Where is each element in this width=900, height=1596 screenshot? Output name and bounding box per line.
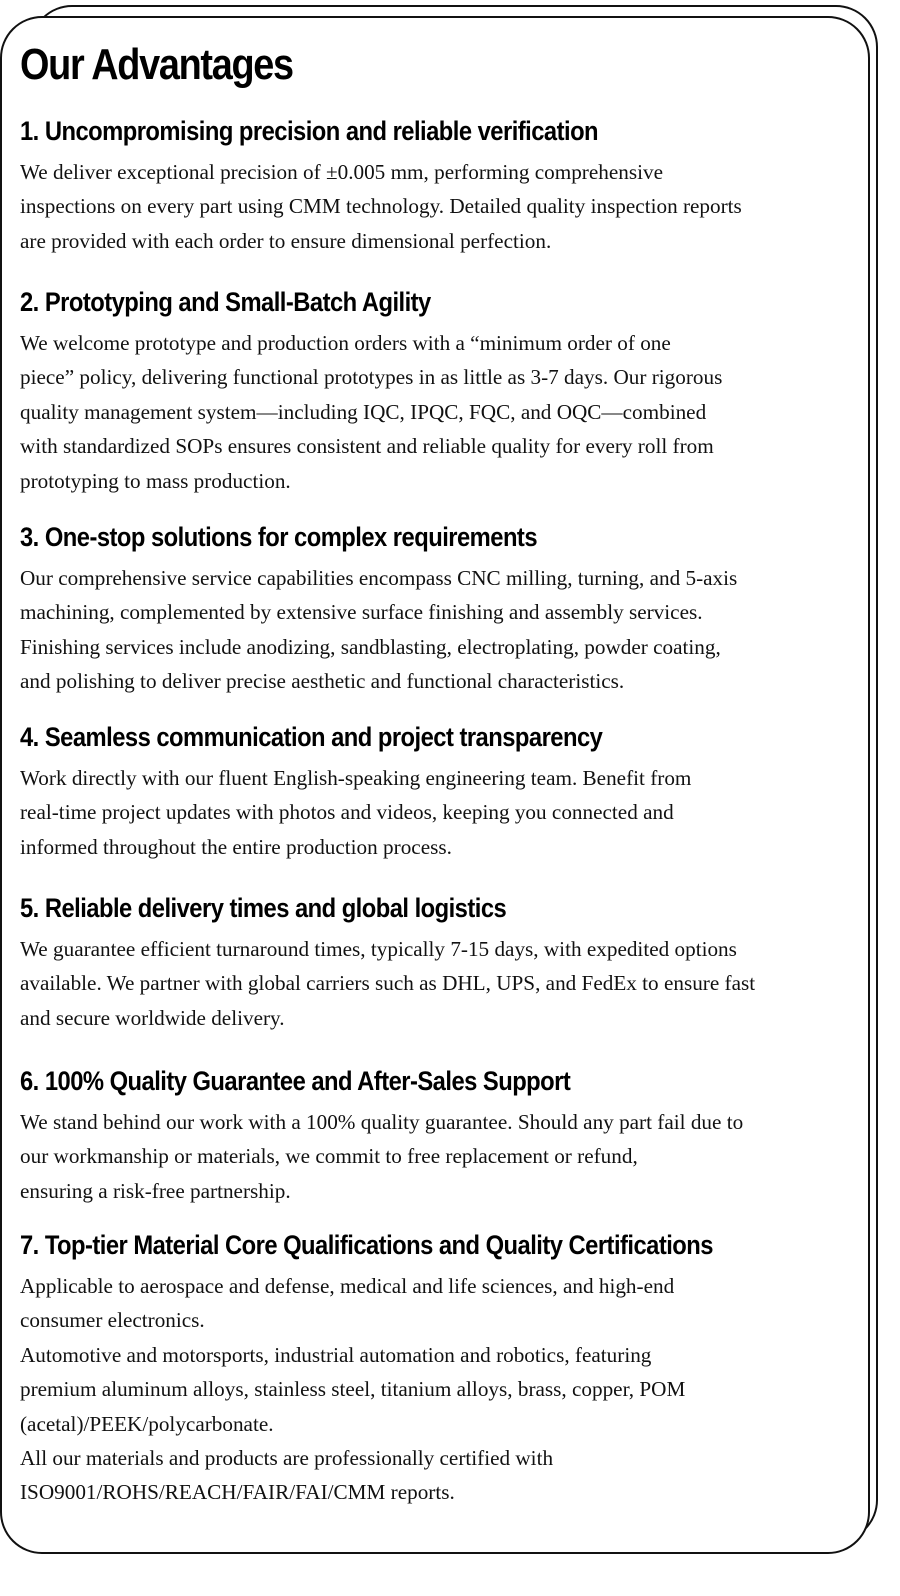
section-heading: 7. Top-tier Material Core Qualifications and Quality Certifications: [20, 1230, 713, 1260]
text-line: machining, complemented by extensive surface finishing and assembly services.: [20, 600, 703, 625]
text-line: ensuring a risk-free partnership.: [20, 1178, 291, 1203]
section-one-stop: [20, 520, 866, 699]
text-line: available. We partner with global carriers such as DHL, UPS, and FedEx to ensure fast: [20, 971, 756, 996]
section-heading: 4. Seamless communication and project transparency: [20, 722, 603, 752]
text-line: and polishing to deliver precise aesthetic and functional characteristics.: [20, 669, 625, 694]
section-text: [20, 561, 866, 699]
text-line: Work directly with our fluent English-speaking engineering team. Benefit from: [20, 766, 692, 790]
section-text: [20, 1269, 866, 1510]
section-heading: 6. 100% Quality Guarantee and After-Sales Support: [20, 1066, 571, 1096]
section-text: [20, 932, 866, 1035]
text-line: quality management system—including IQC, IPQC, FQC, and OQC—combined: [20, 399, 707, 424]
text-line: Applicable to aerospace and defense, medical and life sciences, and high-end: [20, 1274, 675, 1298]
text-line: are provided with each order to ensure dimensional perfection.: [20, 228, 552, 253]
text-line: We guarantee efficient turnaround times, typically 7-15 days, with expedited options: [20, 937, 737, 961]
text-line: and secure worldwide delivery.: [20, 1005, 285, 1030]
section-text: [20, 1105, 866, 1208]
section-text: [20, 326, 866, 498]
text-line: informed throughout the entire production process.: [20, 834, 452, 859]
text-line: our workmanship or materials, we commit to free replacement or refund,: [20, 1144, 638, 1169]
section-heading: 1. Uncompromising precision and reliable verification: [20, 116, 599, 146]
section-text: [20, 761, 866, 864]
text-line: with standardized SOPs ensures consistent and reliable quality for every roll from: [20, 434, 714, 459]
text-line: piece” policy, delivering functional prototypes in as little as 3-7 days. Our rigorous: [20, 365, 723, 390]
section-heading: 5. Reliable delivery times and global logistics: [20, 893, 507, 923]
text-line: inspections on every part using CMM technology. Detailed quality inspection reports: [20, 194, 742, 219]
section-prototyping: [20, 285, 866, 498]
text-line: ISO9001/ROHS/REACH/FAIR/FAI/CMM reports.: [20, 1480, 455, 1505]
section-communication: [20, 720, 866, 864]
section-materials: [20, 1228, 866, 1510]
section-delivery: [20, 891, 866, 1035]
text-line: We deliver exceptional precision of ±0.005 mm, performing comprehensive: [20, 160, 663, 184]
section-heading: 2. Prototyping and Small-Batch Agility: [20, 287, 431, 317]
text-line: We stand behind our work with a 100% quality guarantee. Should any part fail due to: [20, 1110, 744, 1134]
page-title: Our Advantages: [20, 40, 293, 89]
text-line: (acetal)/PEEK/polycarbonate.: [20, 1411, 274, 1436]
text-line: premium aluminum alloys, stainless steel, titanium alloys, brass, copper, POM: [20, 1377, 686, 1402]
text-line: prototyping to mass production.: [20, 468, 291, 493]
text-line: Automotive and motorsports, industrial automation and robotics, featuring: [20, 1342, 652, 1367]
section-guarantee: [20, 1064, 866, 1208]
text-line: Finishing services include anodizing, sandblasting, electroplating, powder coating,: [20, 634, 721, 659]
section-text: [20, 155, 866, 258]
section-heading: 3. One-stop solutions for complex requirements: [20, 522, 538, 552]
text-line: All our materials and products are professionally certified with: [20, 1446, 554, 1471]
text-line: consumer electronics.: [20, 1308, 205, 1333]
text-line: We welcome prototype and production orders with a “minimum order of one: [20, 331, 671, 355]
text-line: real-time project updates with photos and videos, keeping you connected and: [20, 800, 674, 825]
section-precision: [20, 114, 866, 258]
text-line: Our comprehensive service capabilities encompass CNC milling, turning, and 5-axis: [20, 566, 738, 590]
